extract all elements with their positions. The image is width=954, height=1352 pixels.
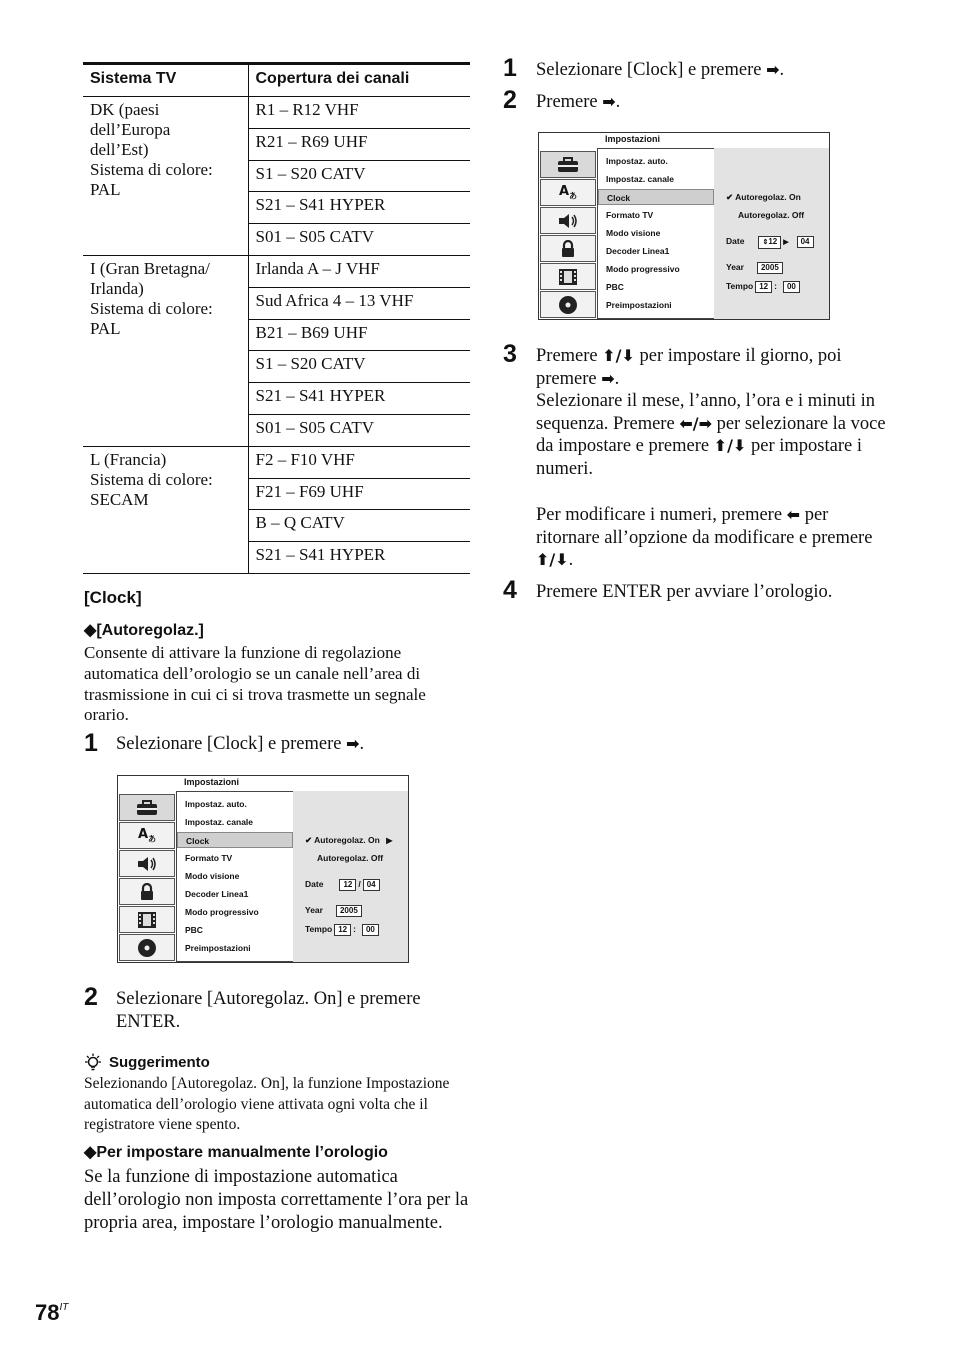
time-hour-field[interactable]: 12	[755, 281, 772, 293]
year-field[interactable]: 2005	[757, 262, 783, 274]
auto-off-option[interactable]: Autoregolaz. Off	[317, 853, 384, 863]
channel-cell: F2 – F10 VHF	[248, 446, 470, 478]
up-down-icon: ⇕	[762, 239, 769, 246]
film-icon[interactable]	[119, 906, 175, 933]
system-cell: DK (paesi dell’Europa dell’Est) Sistema di colore: PAL	[83, 97, 248, 256]
step-number: 4	[503, 576, 517, 604]
channel-cell: S01 – S05 CATV	[248, 224, 470, 256]
checkmark-icon: ✔	[726, 192, 734, 202]
film-icon[interactable]	[540, 263, 596, 290]
menu-item-clock[interactable]: Clock	[177, 832, 293, 848]
screen-title: Impostazioni	[184, 777, 240, 787]
clock-heading: [Clock]	[84, 588, 142, 607]
arrow-up-down-icon: ⬆/⬇	[602, 346, 635, 365]
time-hour-field[interactable]: 12	[334, 924, 351, 936]
menu-item[interactable]: Decoder Linea1	[606, 246, 670, 256]
disc-icon[interactable]	[119, 934, 175, 961]
auto-off-option[interactable]: Autoregolaz. Off	[738, 210, 805, 220]
time-minute-field[interactable]: 00	[362, 924, 379, 936]
step-text: Premere ⬆/⬇ per impostare il giorno, poi premere ➡. Selezionare il mese, l’anno, l’ora e i minuti in sequenza. Premere ⬅/➡ per selezionare la voce da impostare e premere ⬆/⬇ per impostare i numeri.	[536, 346, 886, 479]
autoregolaz-heading: ◆[Autoregolaz.]	[84, 622, 204, 639]
arrow-up-down-icon: ⬆/⬇	[713, 436, 747, 456]
date-row: Date ⇕12 ▶ 04	[726, 236, 816, 249]
toolbox-icon[interactable]	[119, 794, 175, 821]
menu-item[interactable]: Decoder Linea1	[185, 889, 249, 899]
step-number: 2	[84, 983, 98, 1011]
screen-title: Impostazioni	[605, 134, 661, 144]
manual-heading: ◆Per impostare manualmente l’orologio	[84, 1144, 388, 1161]
step-number: 3	[503, 340, 517, 368]
year-row: Year 2005	[305, 905, 364, 917]
step-text: Premere ➡.	[536, 92, 621, 112]
chevron-right-icon: ▶	[386, 836, 393, 845]
step-number: 1	[503, 54, 517, 82]
time-row: Tempo 12 : 00	[726, 281, 802, 293]
menu-item[interactable]: Preimpostazioni	[185, 943, 251, 953]
lightbulb-icon	[84, 1053, 102, 1073]
year-row: Year 2005	[726, 262, 785, 274]
diamond-bullet-icon: ◆	[84, 1144, 97, 1161]
menu-item-clock[interactable]: Clock	[598, 189, 714, 205]
disc-icon[interactable]	[540, 291, 596, 318]
time-minute-field[interactable]: 00	[783, 281, 800, 293]
channel-cell: S1 – S20 CATV	[248, 351, 470, 383]
chevron-right-icon: ▶	[783, 239, 789, 246]
lock-icon[interactable]	[540, 235, 596, 262]
date-month-field[interactable]: 04	[797, 236, 814, 248]
channel-cell: B21 – B69 UHF	[248, 319, 470, 351]
page-number: $78^{IT}$	[35, 1300, 69, 1325]
step-text: Selezionare [Autoregolaz. On] e premere ENTER.	[116, 989, 421, 1032]
arrow-right-icon: ➡	[601, 368, 615, 388]
tip-text: Selezionando [Autoregolaz. On], la funzione Impostazione automatica dell’orologio viene attivata ogni volta che il registratore viene spento.	[84, 1075, 450, 1134]
date-day-field[interactable]: ⇕12	[758, 236, 781, 249]
step-number: 1	[84, 729, 98, 757]
manual-text: Se la funzione di impostazione automatica dell’orologio non imposta correttamente l’ora per la propria area, impostare l’orologio manualmente.	[84, 1167, 469, 1233]
menu-item[interactable]: Impostaz. auto.	[606, 156, 668, 166]
arrow-right-icon: ➡	[346, 734, 360, 753]
arrow-right-icon: ➡	[766, 60, 780, 79]
channel-cell: Irlanda A – J VHF	[248, 255, 470, 287]
settings-menu	[176, 791, 293, 962]
auto-on-option[interactable]: ✔ Autoregolaz. On ▶	[305, 835, 393, 845]
tv-system-table	[83, 62, 470, 574]
channel-cell: S21 – S41 HYPER	[248, 542, 470, 574]
channel-cell: B – Q CATV	[248, 510, 470, 542]
channel-cell: R1 – R12 VHF	[248, 97, 470, 129]
system-cell: L (Francia) Sistema di colore: SECAM	[83, 446, 248, 573]
channel-cell: F21 – F69 UHF	[248, 478, 470, 510]
menu-item[interactable]: PBC	[606, 282, 624, 292]
menu-item[interactable]: Impostaz. auto.	[185, 799, 247, 809]
channel-cell: R21 – R69 UHF	[248, 128, 470, 160]
diamond-bullet-icon: ◆	[84, 622, 97, 639]
arrow-up-down-icon: ⬆/⬇	[536, 550, 569, 570]
step-text: Selezionare [Clock] e premere ➡.	[116, 734, 365, 754]
language-icon[interactable]: $A_あ$	[540, 179, 596, 206]
auto-on-option[interactable]: ✔ Autoregolaz. On	[726, 192, 801, 202]
settings-icon-column	[539, 148, 597, 319]
channel-cell: S21 – S41 HYPER	[248, 192, 470, 224]
date-month-field[interactable]: 04	[363, 879, 380, 891]
menu-item[interactable]: Modo progressivo	[606, 264, 680, 274]
channel-cell: S1 – S20 CATV	[248, 160, 470, 192]
toolbox-icon[interactable]	[540, 151, 596, 178]
table-header-channels: Copertura dei canali	[248, 64, 470, 97]
autoregolaz-text: Consente di attivare la funzione di regolazione automatica dell’orologio se un canale nell’area di trasmissione in cui ci si trova trasmette un segnale orario.	[84, 643, 426, 725]
speaker-icon[interactable]	[119, 850, 175, 877]
step-text: Per modificare i numeri, premere ⬅ per ritornare all’opzione da modificare e premere ⬆/⬇.	[536, 505, 873, 571]
step-number: 2	[503, 86, 517, 114]
menu-item[interactable]: Preimpostazioni	[606, 300, 672, 310]
clock-panel	[293, 791, 408, 962]
time-row: Tempo 12 : 00	[305, 924, 381, 936]
menu-item[interactable]: Formato TV	[185, 853, 233, 863]
channel-cell: S01 – S05 CATV	[248, 414, 470, 446]
menu-item[interactable]: Modo visione	[185, 871, 240, 881]
channel-cell: S21 – S41 HYPER	[248, 383, 470, 415]
menu-item[interactable]: Impostaz. canale	[606, 174, 675, 184]
lock-icon[interactable]	[119, 878, 175, 905]
date-row: Date 12 / 04	[305, 879, 382, 891]
arrow-left-icon: ⬅	[786, 505, 801, 524]
channel-cell: Sud Africa 4 – 13 VHF	[248, 287, 470, 319]
menu-item[interactable]: PBC	[185, 925, 203, 935]
arrow-left-right-icon: ⬅/➡	[679, 413, 712, 433]
year-field[interactable]: 2005	[336, 905, 362, 917]
menu-item[interactable]: Modo visione	[606, 228, 661, 238]
menu-item[interactable]: Formato TV	[606, 210, 654, 220]
checkmark-icon: ✔	[305, 835, 313, 845]
system-cell: I (Gran Bretagna/ Irlanda) Sistema di colore: PAL	[83, 255, 248, 446]
arrow-right-icon: ➡	[602, 92, 616, 111]
tip-heading: Suggerimento	[109, 1054, 210, 1071]
settings-screen	[538, 132, 830, 320]
speaker-icon[interactable]	[540, 207, 596, 234]
language-icon[interactable]: $A_あ$	[119, 822, 175, 849]
settings-menu	[597, 148, 714, 319]
step-text: Premere ENTER per avviare l’orologio.	[536, 582, 833, 602]
table-header-system: Sistema TV	[83, 64, 248, 97]
menu-item[interactable]: Modo progressivo	[185, 907, 259, 917]
settings-icon-column	[118, 791, 176, 962]
date-day-field[interactable]: 12	[339, 879, 356, 891]
menu-item[interactable]: Impostaz. canale	[185, 817, 254, 827]
clock-panel	[714, 148, 829, 319]
step-text: Selezionare [Clock] e premere ➡.	[536, 60, 785, 80]
settings-screen	[117, 775, 409, 963]
